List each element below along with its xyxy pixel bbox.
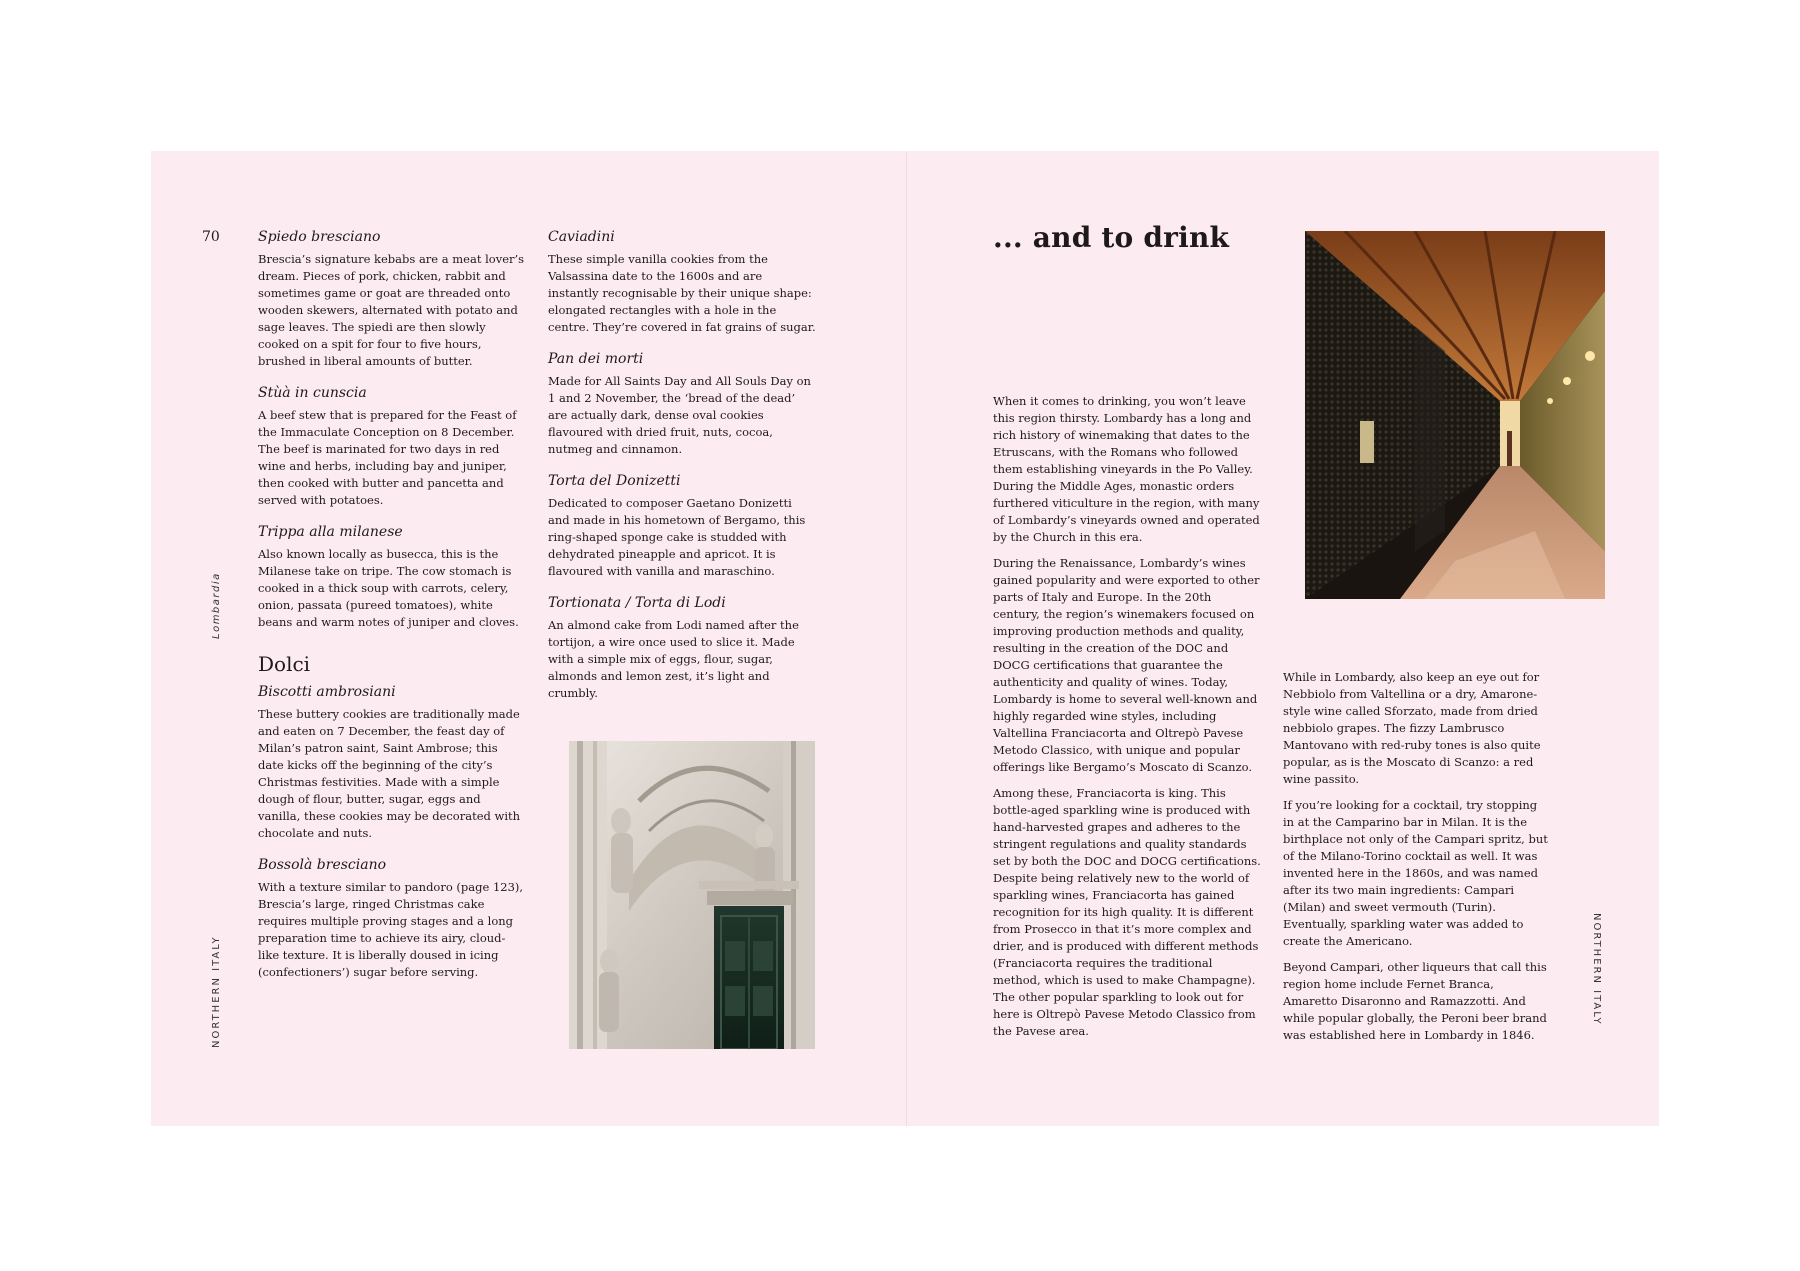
dish-title: Pan dei morti [548, 351, 644, 367]
dish-description: Made for All Saints Day and All Souls Day on 1 and 2 November, the ‘bread of the dead’ are actually dark, dense oval cookies flavoured with dried fruit, nuts, cocoa, nutmeg and cinnamon. [548, 374, 811, 456]
section-heading-dolci: Dolci [258, 652, 311, 676]
drink-paragraph: Among these, Franciacorta is king. This bottle-aged sparkling wine is produced with hand-harvested grapes and adheres to the stringent regulations and quality standards set by both the DOC and DOCG certifications. Despite being relatively new to the world of sparkling wines, Franciacorta has gained recognition for its high quality. It is different from Prosecco in that it’s more complex and drier, and is produced with different methods (Franciacorta requires the traditional method, which is used to make Champagne). The other popular sparkling to look out for here is Oltrepò Pavese Metodo Classico from the Pavese area. [993, 786, 1261, 1038]
page-number: 70 [202, 229, 220, 245]
dish-title: Tortionata / Torta di Lodi [548, 595, 726, 611]
drink-paragraph: During the Renaissance, Lombardy’s wines gained popularity and were exported to other parts of Italy and Europe. In the 20th century, the region’s winemakers focused on improving production methods and quality, resulting in the creation of the DOC and DOCG certifications that guarantee the authenticity and quality of wines. Today, Lombardy is home to several well-known and highly regarded wine styles, including Valtellina Franciacorta and Oltrepò Pavese Metodo Classico, with unique and popular offerings like Bergamo’s Moscato di Scanzo. [993, 556, 1260, 774]
drink-paragraph: Beyond Campari, other liqueurs that call this region home include Fernet Branca, Amaretto Disaronno and Ramazzotti. And while popular globally, the Peroni beer brand was established here in Lombardy in 1846. [1283, 960, 1547, 1042]
dish-entry [258, 228, 526, 370]
dish-title: Stùà in cunscia [258, 385, 367, 401]
milan-cathedral-facade-photo [569, 741, 815, 1049]
left-column-2 [548, 228, 816, 716]
dish-title: Spiedo bresciano [258, 229, 381, 245]
side-label-country-left: NORTHERN ITALY [211, 935, 222, 1048]
dish-entry [258, 683, 526, 842]
dish-entry [258, 384, 526, 509]
dish-entry [548, 228, 816, 336]
dish-title: Biscotti ambrosiani [258, 684, 396, 700]
section-title-drink: ... and to drink [993, 221, 1230, 254]
right-column-1 [993, 393, 1261, 1049]
side-label-region: Lombardia [211, 572, 222, 639]
dish-title: Caviadini [548, 229, 615, 245]
facade-illustration [569, 741, 815, 1049]
dish-description: Dedicated to composer Gaetano Donizetti and made in his hometown of Bergamo, this ring-shaped sponge cake is studded with dehydrated pineapple and apricot. It is flavoured with vanilla and maraschino. [548, 496, 806, 578]
dish-description: These simple vanilla cookies from the Valsassina date to the 1600s and are instantly recognisable by their unique shape: elongated rectangles with a hole in the centre. They’re covered in fat grains of sugar. [548, 252, 816, 334]
left-column-1 [258, 228, 526, 995]
wine-cellar-photo [1305, 231, 1605, 599]
right-column-2 [1283, 669, 1551, 1053]
cellar-illustration [1305, 231, 1605, 599]
dish-title: Bossolà bresciano [258, 857, 387, 873]
dish-description: With a texture similar to pandoro (page 123), Brescia’s large, ringed Christmas cake requires multiple proving stages and a long preparation time to achieve its airy, cloud-like texture. It is liberally doused in icing (confectioners’) sugar before serving. [258, 880, 524, 979]
drink-paragraph: When it comes to drinking, you won’t leave this region thirsty. Lombardy has a long and rich history of winemaking that dates to the Etruscans, with the Romans who followed them establishing vineyards in the Po Valley. During the Middle Ages, monastic orders furthered viticulture in the region, with many of Lombardy’s vineyards owned and operated by the Church in this era. [993, 394, 1260, 544]
dish-entry [548, 350, 816, 458]
page-gutter [906, 151, 907, 1126]
dish-description: An almond cake from Lodi named after the tortijon, a wire once used to slice it. Made with a simple mix of eggs, flour, sugar, almonds and lemon zest, it’s light and crumbly. [548, 618, 799, 700]
dish-title: Trippa alla milanese [258, 524, 403, 540]
dish-description: These buttery cookies are traditionally made and eaten on 7 December, the feast day of Milan’s patron saint, Saint Ambrose; this date kicks off the beginning of the city’s Christmas festivities. Made with a simple dough of flour, butter, sugar, eggs and vanilla, these cookies may be decorated with chocolate and nuts. [258, 707, 521, 840]
dish-entry [548, 472, 816, 580]
drink-paragraph: While in Lombardy, also keep an eye out for Nebbiolo from Valtellina or a dry, Amarone-style wine called Sforzato, made from dried nebbiolo grapes. The fizzy Lambrusco Mantovano with red-ruby tones is also quite popular, as is the Moscato di Scanzo: a red wine passito. [1283, 670, 1541, 786]
dish-title: Torta del Donizetti [548, 473, 681, 489]
dish-entry [258, 856, 526, 981]
drink-paragraph: If you’re looking for a cocktail, try stopping in at the Camparino bar in Milan. It is the birthplace not only of the Campari spritz, but of the Milano-Torino cocktail as well. It was invented here in the 1860s, and was named after its two main ingredients: Campari (Milan) and sweet vermouth (Turin). Eventually, sparkling water was added to create the Americano. [1283, 798, 1548, 948]
dish-entry [258, 523, 526, 631]
dish-entry [548, 594, 816, 702]
dish-description: Brescia’s signature kebabs are a meat lover’s dream. Pieces of pork, chicken, rabbit and sometimes game or goat are threaded onto wooden skewers, alternated with potato and sage leaves. The spiedi are then slowly cooked on a spit for four to five hours, brushed in liberal amounts of butter. [258, 252, 525, 368]
dish-description: A beef stew that is prepared for the Feast of the Immaculate Conception on 8 December. The beef is marinated for two days in red wine and herbs, including bay and juniper, then cooked with butter and pancetta and served with potatoes. [258, 408, 517, 507]
dish-description: Also known locally as busecca, this is the Milanese take on tripe. The cow stomach is cooked in a thick soup with carrots, celery, onion, passata (pureed tomatoes), white beans and warm notes of juniper and cloves. [258, 547, 519, 629]
side-label-country-right: NORTHERN ITALY [1591, 913, 1602, 1026]
book-spread [151, 151, 1659, 1126]
